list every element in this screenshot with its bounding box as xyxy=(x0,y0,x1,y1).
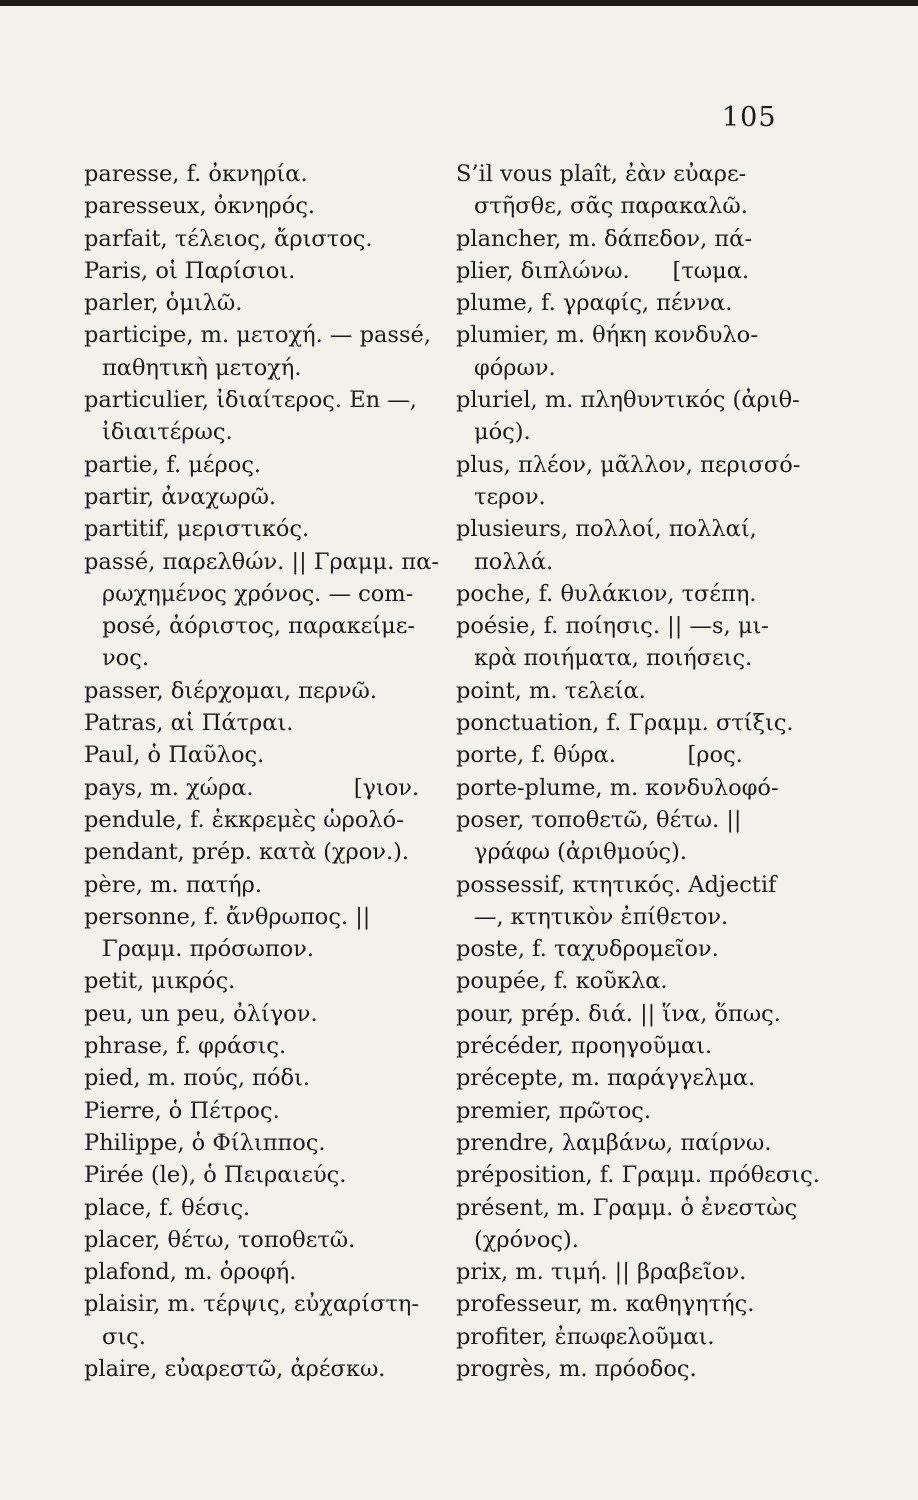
entry-line: paresseux, ὀκνηρός. xyxy=(84,193,316,220)
entry-line: plier, διπλώνω. [τωμα. xyxy=(456,257,750,284)
entry-line: partie, f. μέρος. xyxy=(84,451,262,478)
entry-line: progrès, m. πρόοδος. xyxy=(456,1355,697,1382)
entry-line: plumier, m. θήκη κονδυλο- xyxy=(456,322,758,349)
entry-line: pendule, f. ἐκκρεμὲς ὡρολό- xyxy=(84,806,404,833)
entry-line: porte, f. θύρα. [ρος. xyxy=(456,742,743,769)
entry-line: passer, διέρχομαι, περνῶ. xyxy=(84,677,378,704)
left-column xyxy=(84,158,444,1385)
entry-line: ponctuation, f. Γραμμ. στίξις. xyxy=(456,710,794,737)
entry-line: préposition, f. Γραμμ. πρόθεσις. xyxy=(456,1162,820,1189)
entry-line: Patras, αἱ Πάτραι. xyxy=(84,710,294,737)
entry-line: Philippe, ὁ Φίλιππος. xyxy=(84,1129,326,1156)
entry-line: possessif, κτητικός. Adjectif xyxy=(456,871,777,898)
entry-line: prix, m. τιμή. || βραβεῖον. xyxy=(456,1259,747,1286)
entry-line: plafond, m. ὀροφή. xyxy=(84,1259,297,1286)
entry-continuation-line: ρωχημένος χρόνος. — com- xyxy=(102,580,414,607)
entry-line: précepte, m. παράγγελμα. xyxy=(456,1065,756,1092)
entry-line: Paris, οἱ Παρίσιοι. xyxy=(84,257,296,284)
entry-line: particulier, ἰδιαίτερος. En —, xyxy=(84,387,417,414)
entry-line: précéder, προηγοῦμαι. xyxy=(456,1033,713,1060)
entry-continuation-line: τερον. xyxy=(474,483,546,510)
entry-line: plusieurs, πολλοί, πολλαί, xyxy=(456,516,757,543)
entry-line: Paul, ὁ Παῦλος. xyxy=(84,742,265,769)
entry-line: personne, f. ἄνθρωπος. || xyxy=(84,903,371,930)
entry-line: père, m. πατήρ. xyxy=(84,871,263,898)
entry-continuation-line: φόρων. xyxy=(474,354,556,381)
entry-continuation-line: μός). xyxy=(474,419,531,446)
entry-line: place, f. θέσις. xyxy=(84,1194,251,1221)
entry-line: S’il vous plaît, ἐὰν εὐαρε- xyxy=(456,161,747,187)
entry-line: partitif, μεριστικός. xyxy=(84,516,310,543)
entry-line: poser, τοποθετῶ, θέτω. || xyxy=(456,806,742,833)
entry-line: Pirée (le), ὁ Πειραιεύς. xyxy=(84,1162,347,1189)
entry-line: placer, θέτω, τοποθετῶ. xyxy=(84,1226,356,1253)
entry-line: participe, m. μετοχή. — passé, xyxy=(84,322,431,349)
entry-line: poche, f. θυλάκιον, τσέπη. xyxy=(456,580,757,607)
entry-line: pour, prép. διά. || ἵνα, ὅπως. xyxy=(456,1000,781,1027)
entry-continuation-line: ἰδιαιτέρως. xyxy=(102,419,233,446)
entry-line: plaisir, m. τέρψις, εὐχαρίστη- xyxy=(84,1291,419,1318)
entry-line: paresse, f. ὀκνηρία. xyxy=(84,161,308,187)
entry-line: peu, un peu, ὀλίγον. xyxy=(84,1000,318,1027)
entry-line: partir, ἀναχωρῶ. xyxy=(84,483,277,510)
entry-continuation-line: Γραμμ. πρόσωπον. xyxy=(102,936,315,963)
entry-line: porte-plume, m. κονδυλοφό- xyxy=(456,774,779,801)
entry-line: poupée, f. κοῦκλα. xyxy=(456,968,668,995)
right-column xyxy=(456,158,820,1385)
entry-continuation-line: παθητικὴ μετοχή. xyxy=(102,354,302,381)
entry-line: passé, παρελθών. || Γραμμ. πα- xyxy=(84,548,440,575)
entry-line: premier, πρῶτος. xyxy=(456,1097,652,1124)
entry-line: plus, πλέον, μᾶλλον, περισσό- xyxy=(456,451,801,478)
entry-line: poésie, f. ποίησις. || —s, μι- xyxy=(456,613,769,640)
page-number: 105 xyxy=(722,102,777,133)
entry-line: prendre, λαμβάνω, παίρνω. xyxy=(456,1129,772,1156)
entry-continuation-line: —, κτητικὸν ἐπίθετον. xyxy=(474,903,729,930)
entry-continuation-line: γράφω (ἀριθμούς). xyxy=(474,839,688,866)
entry-line: point, m. τελεία. xyxy=(456,677,646,704)
entry-line: parler, ὁμιλῶ. xyxy=(84,290,243,317)
entry-line: plancher, m. δάπεδον, πά- xyxy=(456,225,752,252)
entry-line: Pierre, ὁ Πέτρος. xyxy=(84,1097,280,1124)
entry-line: pays, m. χώρα. [γιον. xyxy=(84,774,420,801)
entry-line: poste, f. ταχυδρομεῖον. xyxy=(456,936,719,963)
entry-line: plaire, εὐαρεστῶ, ἀρέσκω. xyxy=(84,1355,386,1382)
entry-line: pendant, prép. κατὰ (χρον.). xyxy=(84,839,410,866)
entry-continuation-line: πολλά. xyxy=(474,548,554,575)
entry-line: plume, f. γραφίς, πέννα. xyxy=(456,290,733,317)
entry-line: phrase, f. φράσις. xyxy=(84,1033,287,1060)
dictionary-page xyxy=(0,6,918,1500)
entry-line: pied, m. πούς, πόδι. xyxy=(84,1065,311,1092)
entry-line: professeur, m. καθηγητής. xyxy=(456,1291,755,1318)
entry-line: petit, μικρός. xyxy=(84,968,236,995)
entry-line: profiter, ἐπωφελοῦμαι. xyxy=(456,1323,715,1350)
entry-line: parfait, τέλειος, ἄριστος. xyxy=(84,225,373,252)
entry-continuation-line: κρὰ ποιήματα, ποιήσεις. xyxy=(474,645,753,672)
entry-continuation-line: posé, ἀόριστος, παρακείμε- xyxy=(102,613,415,640)
entry-line: pluriel, m. πληθυντικός (ἀριθ- xyxy=(456,387,800,414)
entry-continuation-line: σις. xyxy=(102,1323,146,1350)
entry-continuation-line: (χρόνος). xyxy=(474,1226,579,1253)
entry-continuation-line: στῆσθε, σᾶς παρακαλῶ. xyxy=(474,193,748,220)
entry-line: présent, m. Γραμμ. ὁ ἐνεστὼς xyxy=(456,1194,798,1221)
entry-continuation-line: νος. xyxy=(102,645,149,672)
